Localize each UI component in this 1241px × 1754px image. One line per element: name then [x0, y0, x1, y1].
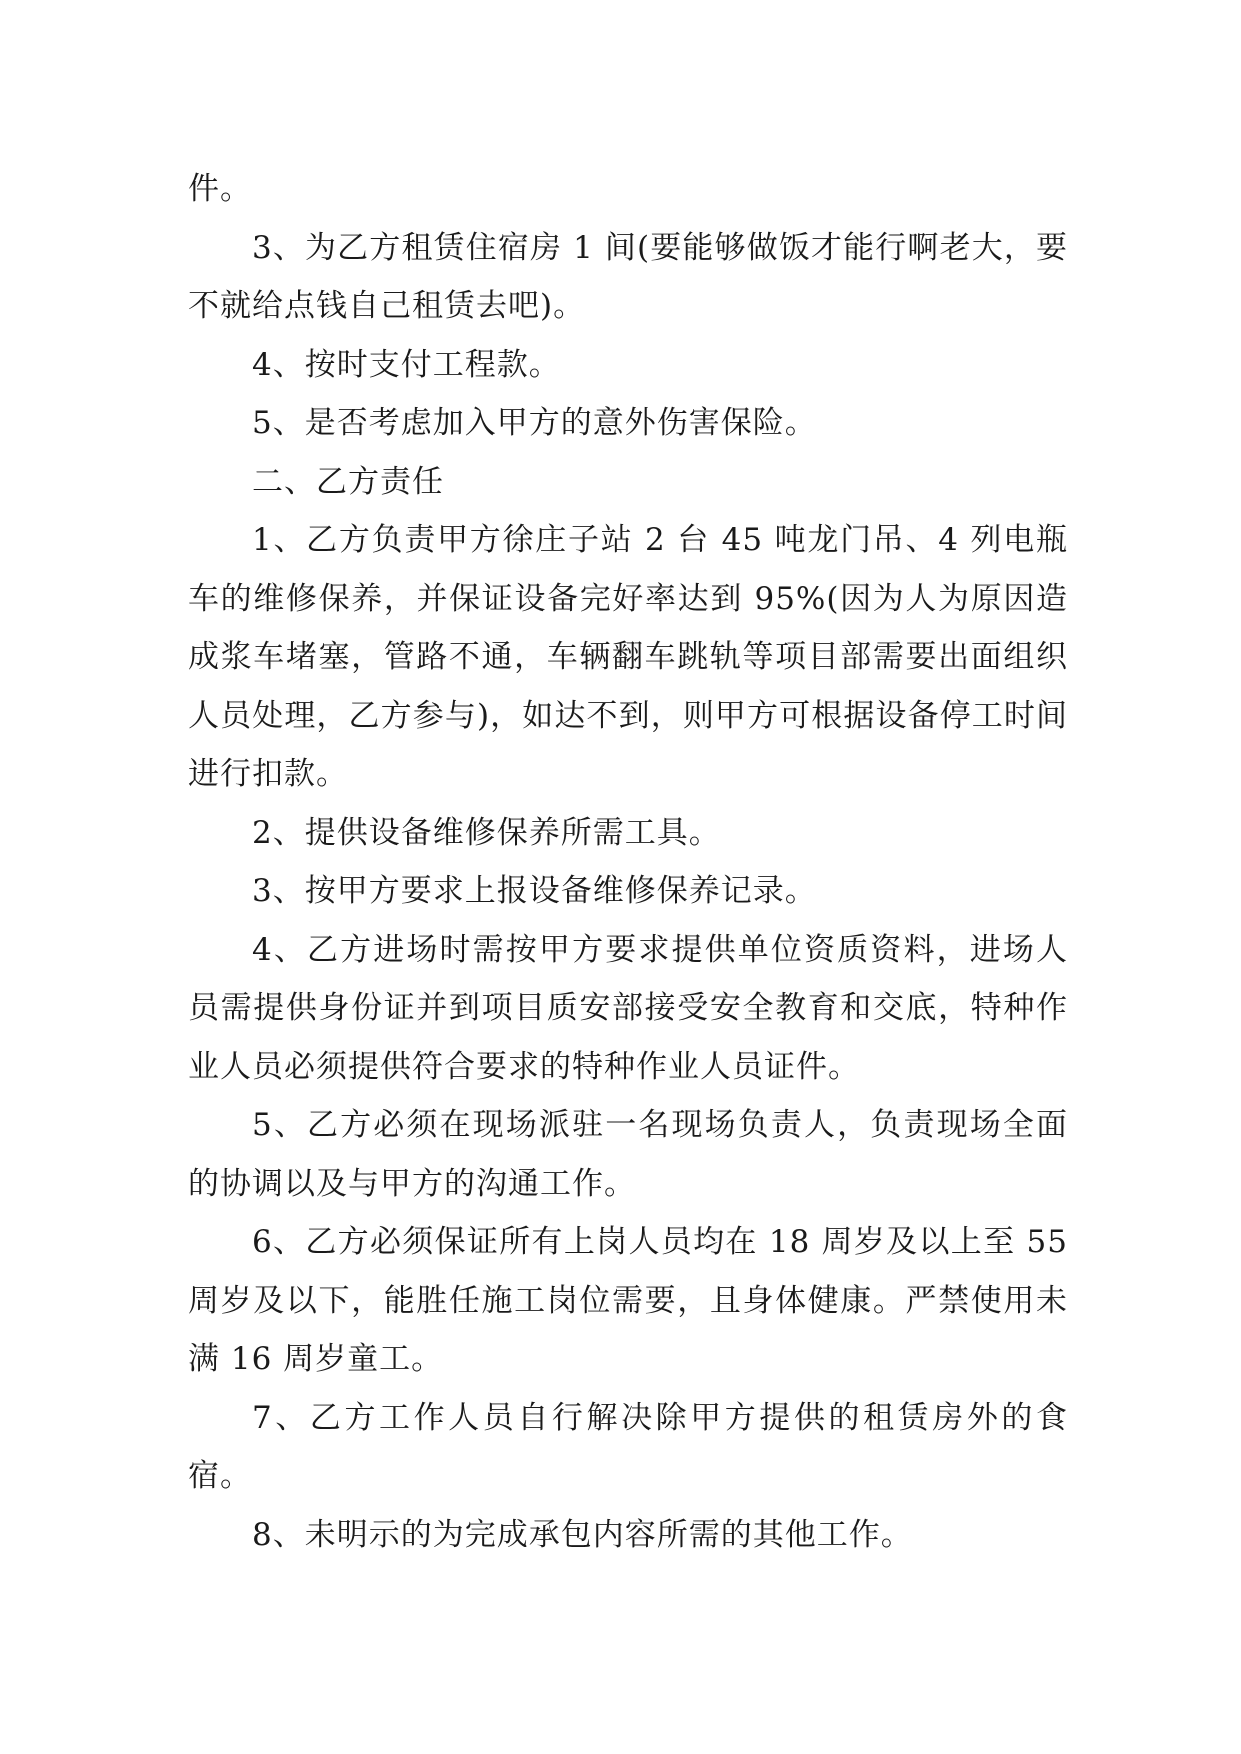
paragraph-party-b-item-3: 3、按甲方要求上报设备维修保养记录。 [252, 873, 817, 909]
paragraph-party-b-item-5: 5、乙方必须在现场派驻一名现场负责人，负责现场全面的协调以及与甲方的沟通工作。 [188, 1107, 1068, 1202]
paragraph-party-a-item-4: 4、按时支付工程款。 [252, 346, 561, 383]
paragraph-party-a-item-3: 3、为乙方租赁住宿房 1 间(要能够做饭才能行啊老大，要不就给点钱自己租赁去吧)。 [188, 229, 1068, 324]
paragraph-party-b-item-1: 1、乙方负责甲方徐庄子站 2 台 45 吨龙门吊、4 列电瓶车的维修保养，并保证设备完好率达到 95%(因为人为原因造成浆车堵塞，管路不通，车辆翻车跳轨等项目部需要出面组织人员处理，乙方参与)，如达不到，则甲方可根据设备停工时间进行扣款。 [188, 522, 1068, 792]
paragraph-party-b-item-8: 8、未明示的为完成承包内容所需的其他工作。 [252, 1516, 913, 1553]
paragraph-party-b-item-4: 4、乙方进场时需按甲方要求提供单位资质资料，进场人员需提供身份证并到项目质安部接受安全教育和交底，特种作业人员必须提供符合要求的特种作业人员证件。 [188, 931, 1068, 1085]
paragraph-party-b-item-6: 6、乙方必须保证所有上岗人员均在 18 周岁及以上至 55 周岁及以下，能胜任施工岗位需要，且身体健康。严禁使用未满 16 周岁童工。 [188, 1224, 1068, 1377]
paragraph-party-b-item-7: 7、乙方工作人员自行解决除甲方提供的租赁房外的食宿。 [188, 1399, 1068, 1494]
paragraph-party-b-item-2: 2、提供设备维修保养所需工具。 [252, 814, 721, 851]
section-heading-party-b: 二、乙方责任 [252, 463, 444, 500]
paragraph-continuation: 件。 [188, 171, 252, 207]
document-body [188, 160, 1068, 1564]
paragraph-party-a-item-5: 5、是否考虑加入甲方的意外伤害保险。 [252, 405, 817, 441]
